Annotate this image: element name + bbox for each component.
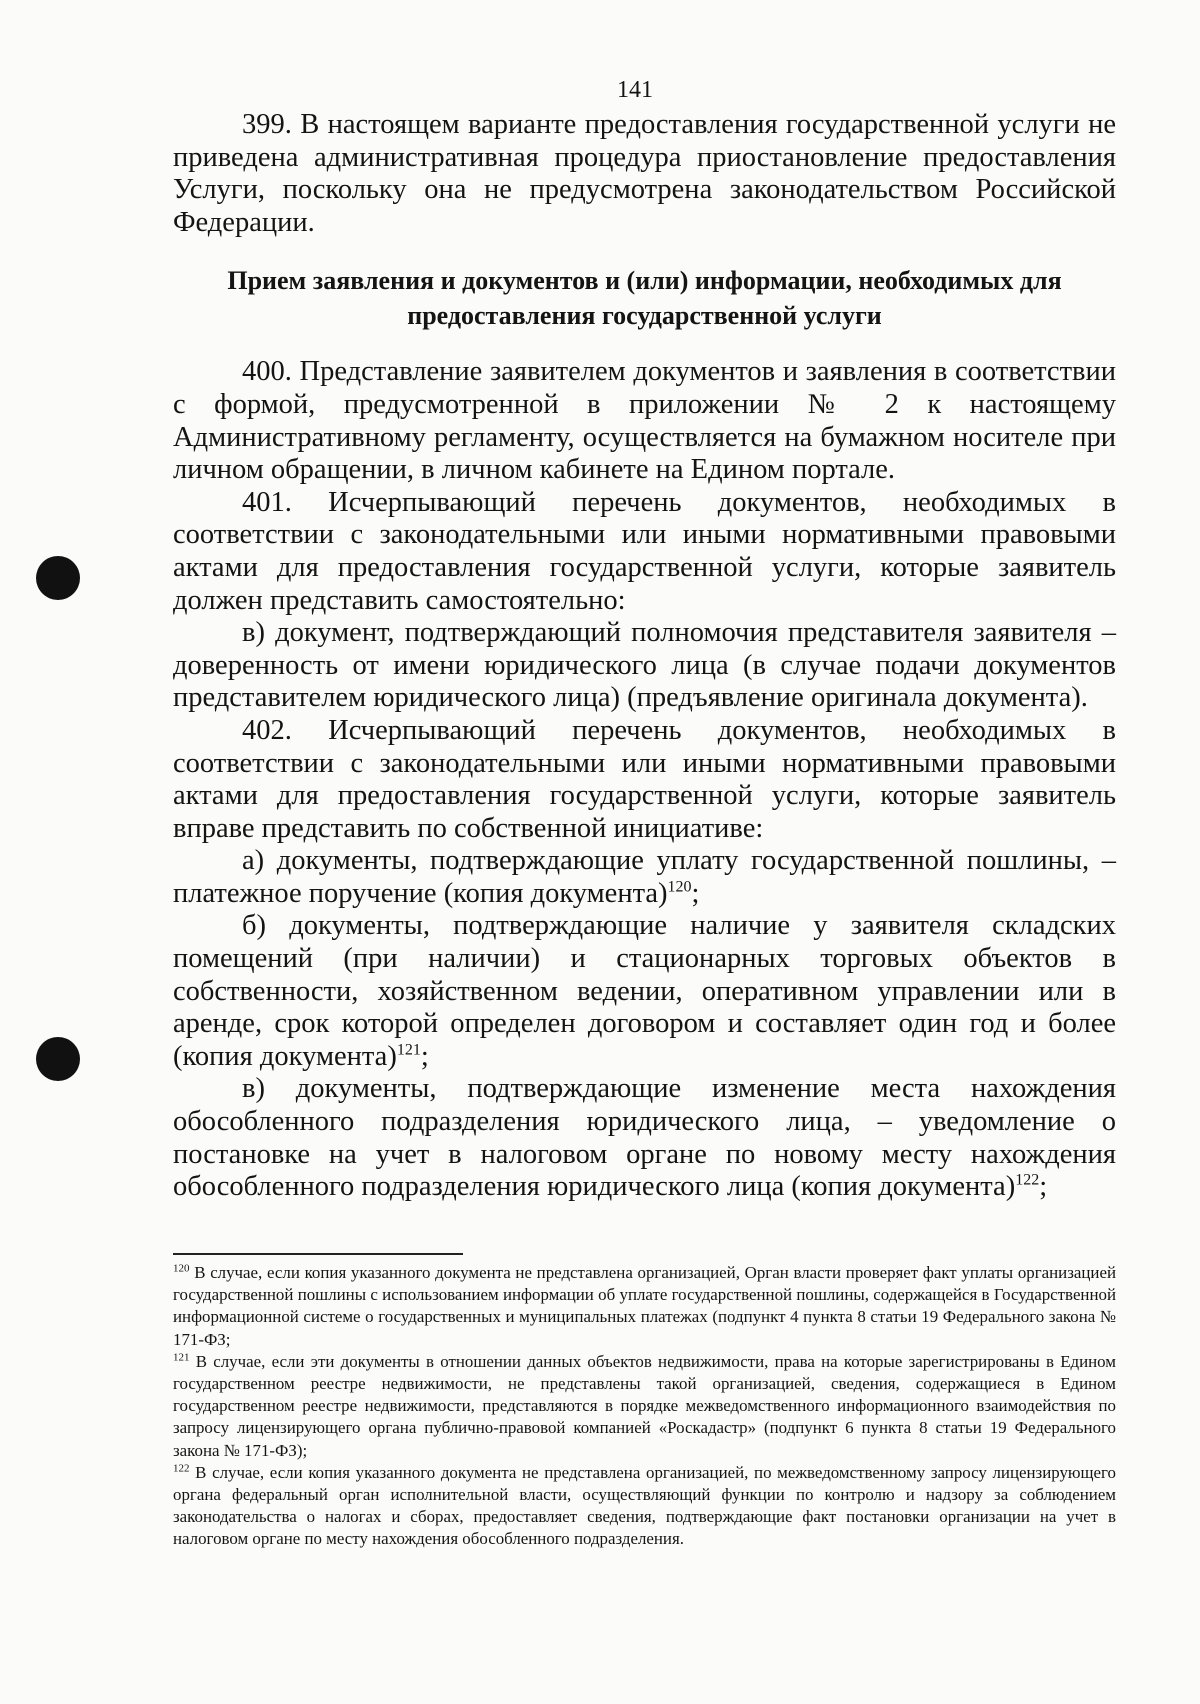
paragraph-399: 399. В настоящем варианте предоставления государственной услуги не приведена административная процедура приостановление предоставления Услуги, поскольку она не предусмотрена законодательством Российской Федерации. — [173, 109, 1116, 238]
paragraph-401-v: в) документ, подтверждающий полномочия представителя заявителя – доверенность от имени юридического лица (в случае подачи документов представителем юридического лица) (предъявление оригинала документа). — [173, 617, 1116, 714]
punch-hole-upper — [36, 556, 80, 600]
section-heading: Прием заявления и документов и (или) информации, необходимых для предоставления государственной услуги — [227, 266, 1062, 331]
footnote-text: В случае, если копия указанного документа не представлена организацией, Орган власти проверяет факт уплаты организацией государственной пошлины с использованием информации об уплате государственной пошлины, содержащейся в Государственной информационной системе о государственных и муниципальных платежах (подпункт 4 пункта 8 статьи 19 Федерального закона № 171-ФЗ; — [173, 1263, 1116, 1349]
footnote-ref-122: 122 — [1015, 1171, 1040, 1189]
footnote-122 — [173, 1462, 1116, 1551]
document-body — [173, 109, 1116, 1204]
footnote-ref-121: 121 — [396, 1041, 421, 1059]
paragraph-402-a-end: ; — [691, 877, 700, 909]
footnote-separator — [173, 1253, 463, 1255]
paragraph-400: 400. Представление заявителем документов и заявления в соответствии с формой, предусмотренной в приложении № 2 к настоящему Административному регламенту, осуществляется на бумажном носителе при личном обращении, в личном кабинете на Едином портале. — [173, 356, 1116, 486]
paragraph-402-b — [173, 910, 1116, 1073]
footnote-text: В случае, если эти документы в отношении данных объектов недвижимости, права на которые зарегистрированы в Едином государственном реестре недвижимости, не представлены такой организацией, сведения, содержащиеся в Едином государственном реестре недвижимости, представляются в порядке межведомственного информационного взаимодействия по запросу лицензирующего органа публично-правовой компанией «Роскадастр» (подпункт 6 пункта 8 статьи 19 Федерального закона № 171-ФЗ); — [173, 1351, 1116, 1460]
paragraph-402-b-text: б) документы, подтверждающие наличие у заявителя складских помещений (при наличии) и стационарных торговых объектов в собственности, хозяйственном ведении, оперативном управлении или в аренде, срок которой определен договором и составляет один год и более (копия документа) — [173, 910, 1116, 1072]
footnote-ref-120: 120 — [667, 878, 692, 896]
paragraph-402-a-text: а) документы, подтверждающие уплату государственной пошлины, – платежное поручение (копия документа) — [173, 845, 1116, 909]
paragraph-402: 402. Исчерпывающий перечень документов, необходимых в соответствии с законодательными или иными нормативными правовыми актами для предоставления государственной услуги, которые заявитель вправе представить по собственной инициативе: — [173, 714, 1116, 844]
paragraph-402-a — [173, 845, 1116, 910]
punch-hole-lower — [36, 1037, 80, 1081]
page-number: 141 — [617, 77, 653, 103]
footnote-number: 122 — [173, 1462, 190, 1475]
footnote-121 — [173, 1351, 1116, 1462]
footnote-120 — [173, 1262, 1116, 1351]
footnotes — [173, 1262, 1116, 1551]
paragraph-402-v — [173, 1073, 1116, 1203]
paragraph-402-v-text: в) документы, подтверждающие изменение места нахождения обособленного подразделения юридического лица, – уведомление о постановке на учет в налоговом органе по новому месту нахождения обособленного подразделения юридического лица (копия документа) — [173, 1073, 1116, 1203]
footnote-number: 121 — [173, 1351, 190, 1364]
footnote-number: 120 — [173, 1262, 190, 1275]
footnote-text: В случае, если копия указанного документа не представлена организацией, по межведомственному запросу лицензирующего органа федеральный орган исполнительной власти, осуществляющий функции по контролю и надзору за соблюдением законодательства о налогах и сборах, предоставляет сведения, подтверждающие факт постановки организации на учет в налоговом органе по месту нахождения обособленного подразделения. — [173, 1462, 1116, 1549]
paragraph-401: 401. Исчерпывающий перечень документов, необходимых в соответствии с законодательными или иными нормативными правовыми актами для предоставления государственной услуги, которые заявитель должен представить самостоятельно: — [173, 486, 1116, 616]
paragraph-402-v-end: ; — [1039, 1171, 1048, 1203]
paragraph-402-b-end: ; — [420, 1040, 429, 1072]
